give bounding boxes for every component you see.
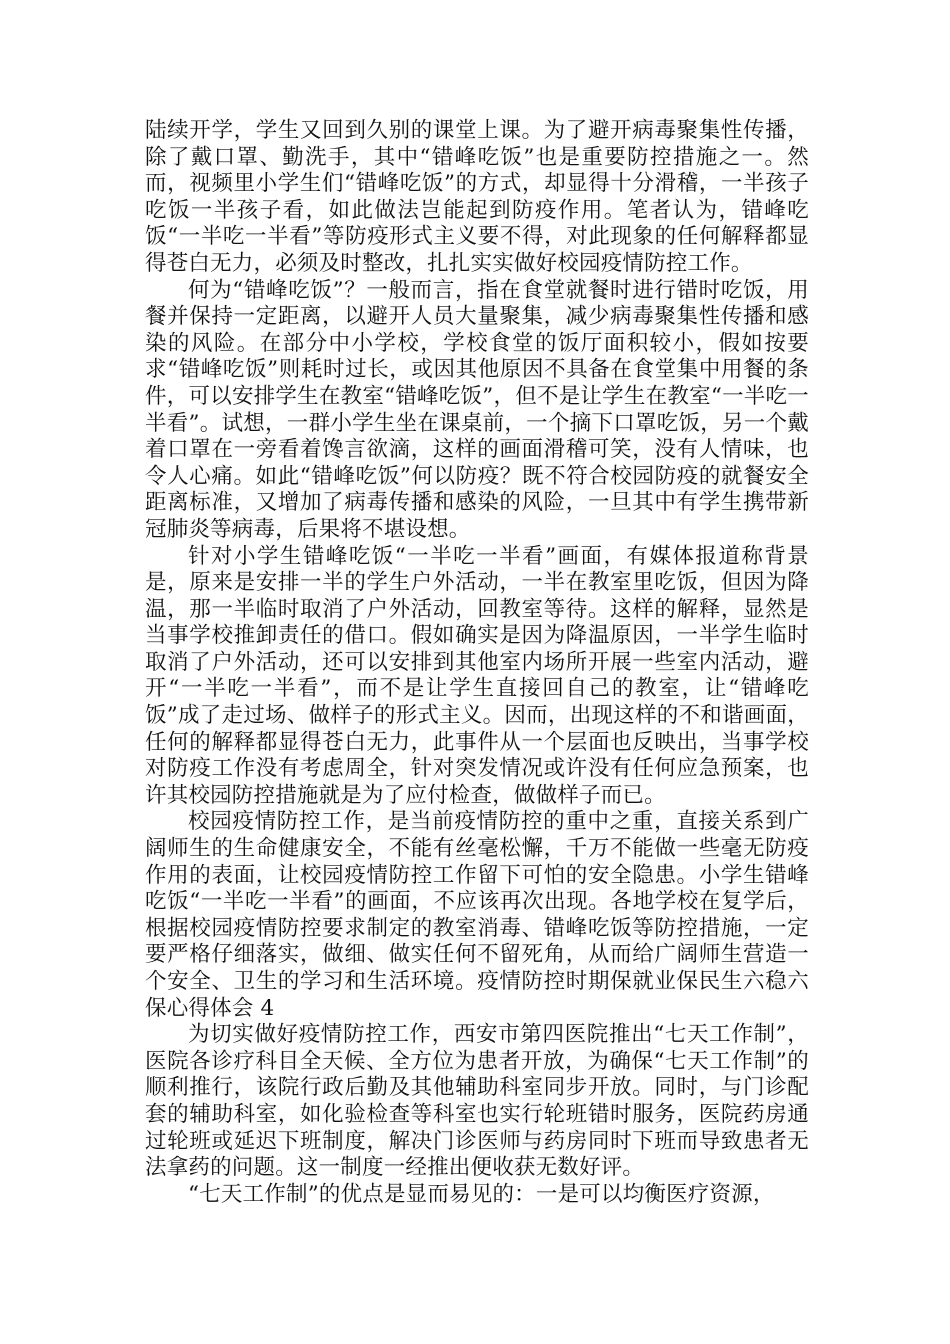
- paragraph-media-explanation: 针对小学生错峰吃饭“一半吃一半看”画面，有媒体报道称背景是，原来是安排一半的学生户外活动，一半在教室里吃饭，但因为降温，那一半临时取消了户外活动，回教室等待。这样的解释，显然是当事学校推卸责任的借口。假如确实是因为降温原因，一半学生临时取消了户外活动，还可以安排到其他室内场所开展一些室内活动，避开“一半吃一半看”，而不是让学生直接回自己的教室，让“错峰吃饭”成了走过场、做样子的形式主义。因而，出现这样的不和谐画面，任何的解释都显得苍白无力，此事件从一个层面也反映出，当事学校对防疫工作没有考虑周全，针对突发情况或许没有任何应急预案，也许其校园防控措施就是为了应付检查，做做样子而已。: [145, 543, 809, 808]
- paragraph-campus-prevention: 校园疫情防控工作，是当前疫情防控的重中之重，直接关系到广阔师生的生命健康安全，不能有丝毫松懈，千万不能做一些毫无防疫作用的表面，让校园疫情防控工作留下可怕的安全隐患。小学生错峰吃饭“一半吃一半看”的画面，不应该再次出现。各地学校在复学后，根据校园疫情防控要求制定的教室消毒、错峰吃饭等防控措施，一定要严格仔细落实，做细、做实任何不留死角，从而给广阔师生营造一个安全、卫生的学习和生活环境。疫情防控时期保就业保民生六稳六保心得体会 4: [145, 809, 809, 1021]
- paragraph-advantages: “七天工作制”的优点是显而易见的：一是可以均衡医疗资源，: [188, 1181, 775, 1207]
- document-body: [145, 118, 809, 1208]
- paragraph-seven-day-system: 为切实做好疫情防控工作，西安市第四医院推出“七天工作制”，医院各诊疗科目全天候、全方位为患者开放，为确保“七天工作制”的顺利推行，该院行政后勤及其他辅助科室同步开放。同时，与门诊配套的辅助科室，如化验检查等科室也实行轮班错时服务，医院药房通过轮班或延迟下班制度，解决门诊医师与药房同时下班而导致患者无法拿药的问题。这一制度一经推出便收获无数好评。: [145, 1022, 809, 1181]
- paragraph-reopening: 陆续开学，学生又回到久别的课堂上课。为了避开病毒聚集性传播，除了戴口罩、勤洗手，其中“错峰吃饭”也是重要防控措施之一。然而，视频里小学生们“错峰吃饭”的方式，却显得十分滑稽，一半孩子吃饭一半孩子看，如此做法岂能起到防疫作用。笔者认为，错峰吃饭“一半吃一半看”等防疫形式主义要不得，对此现象的任何解释都显得苍白无力，必须及时整改，扎扎实实做好校园疫情防控工作。: [145, 118, 809, 276]
- paragraph-what-is-staggered-meals: 何为“错峰吃饭”？一般而言，指在食堂就餐时进行错时吃饭，用餐并保持一定距离，以避开人员大量聚集，减少病毒聚集性传播和感染的风险。在部分中小学校，学校食堂的饭厅面积较小，假如按要求“错峰吃饭”则耗时过长，或因其他原因不具备在食堂集中用餐的条件，可以安排学生在教室“错峰吃饭”，但不是让学生在教室“一半吃一半看”。试想，一群小学生坐在课桌前，一个摘下口罩吃饭，另一个戴着口罩在一旁看着馋言欲滴，这样的画面滑稽可笑，没有人情味，也令人心痛。如此“错峰吃饭”何以防疫？既不符合校园防疫的就餐安全距离标准，又增加了病毒传播和感染的风险，一旦其中有学生携带新冠肺炎等病毒，后果将不堪设想。: [145, 277, 809, 542]
